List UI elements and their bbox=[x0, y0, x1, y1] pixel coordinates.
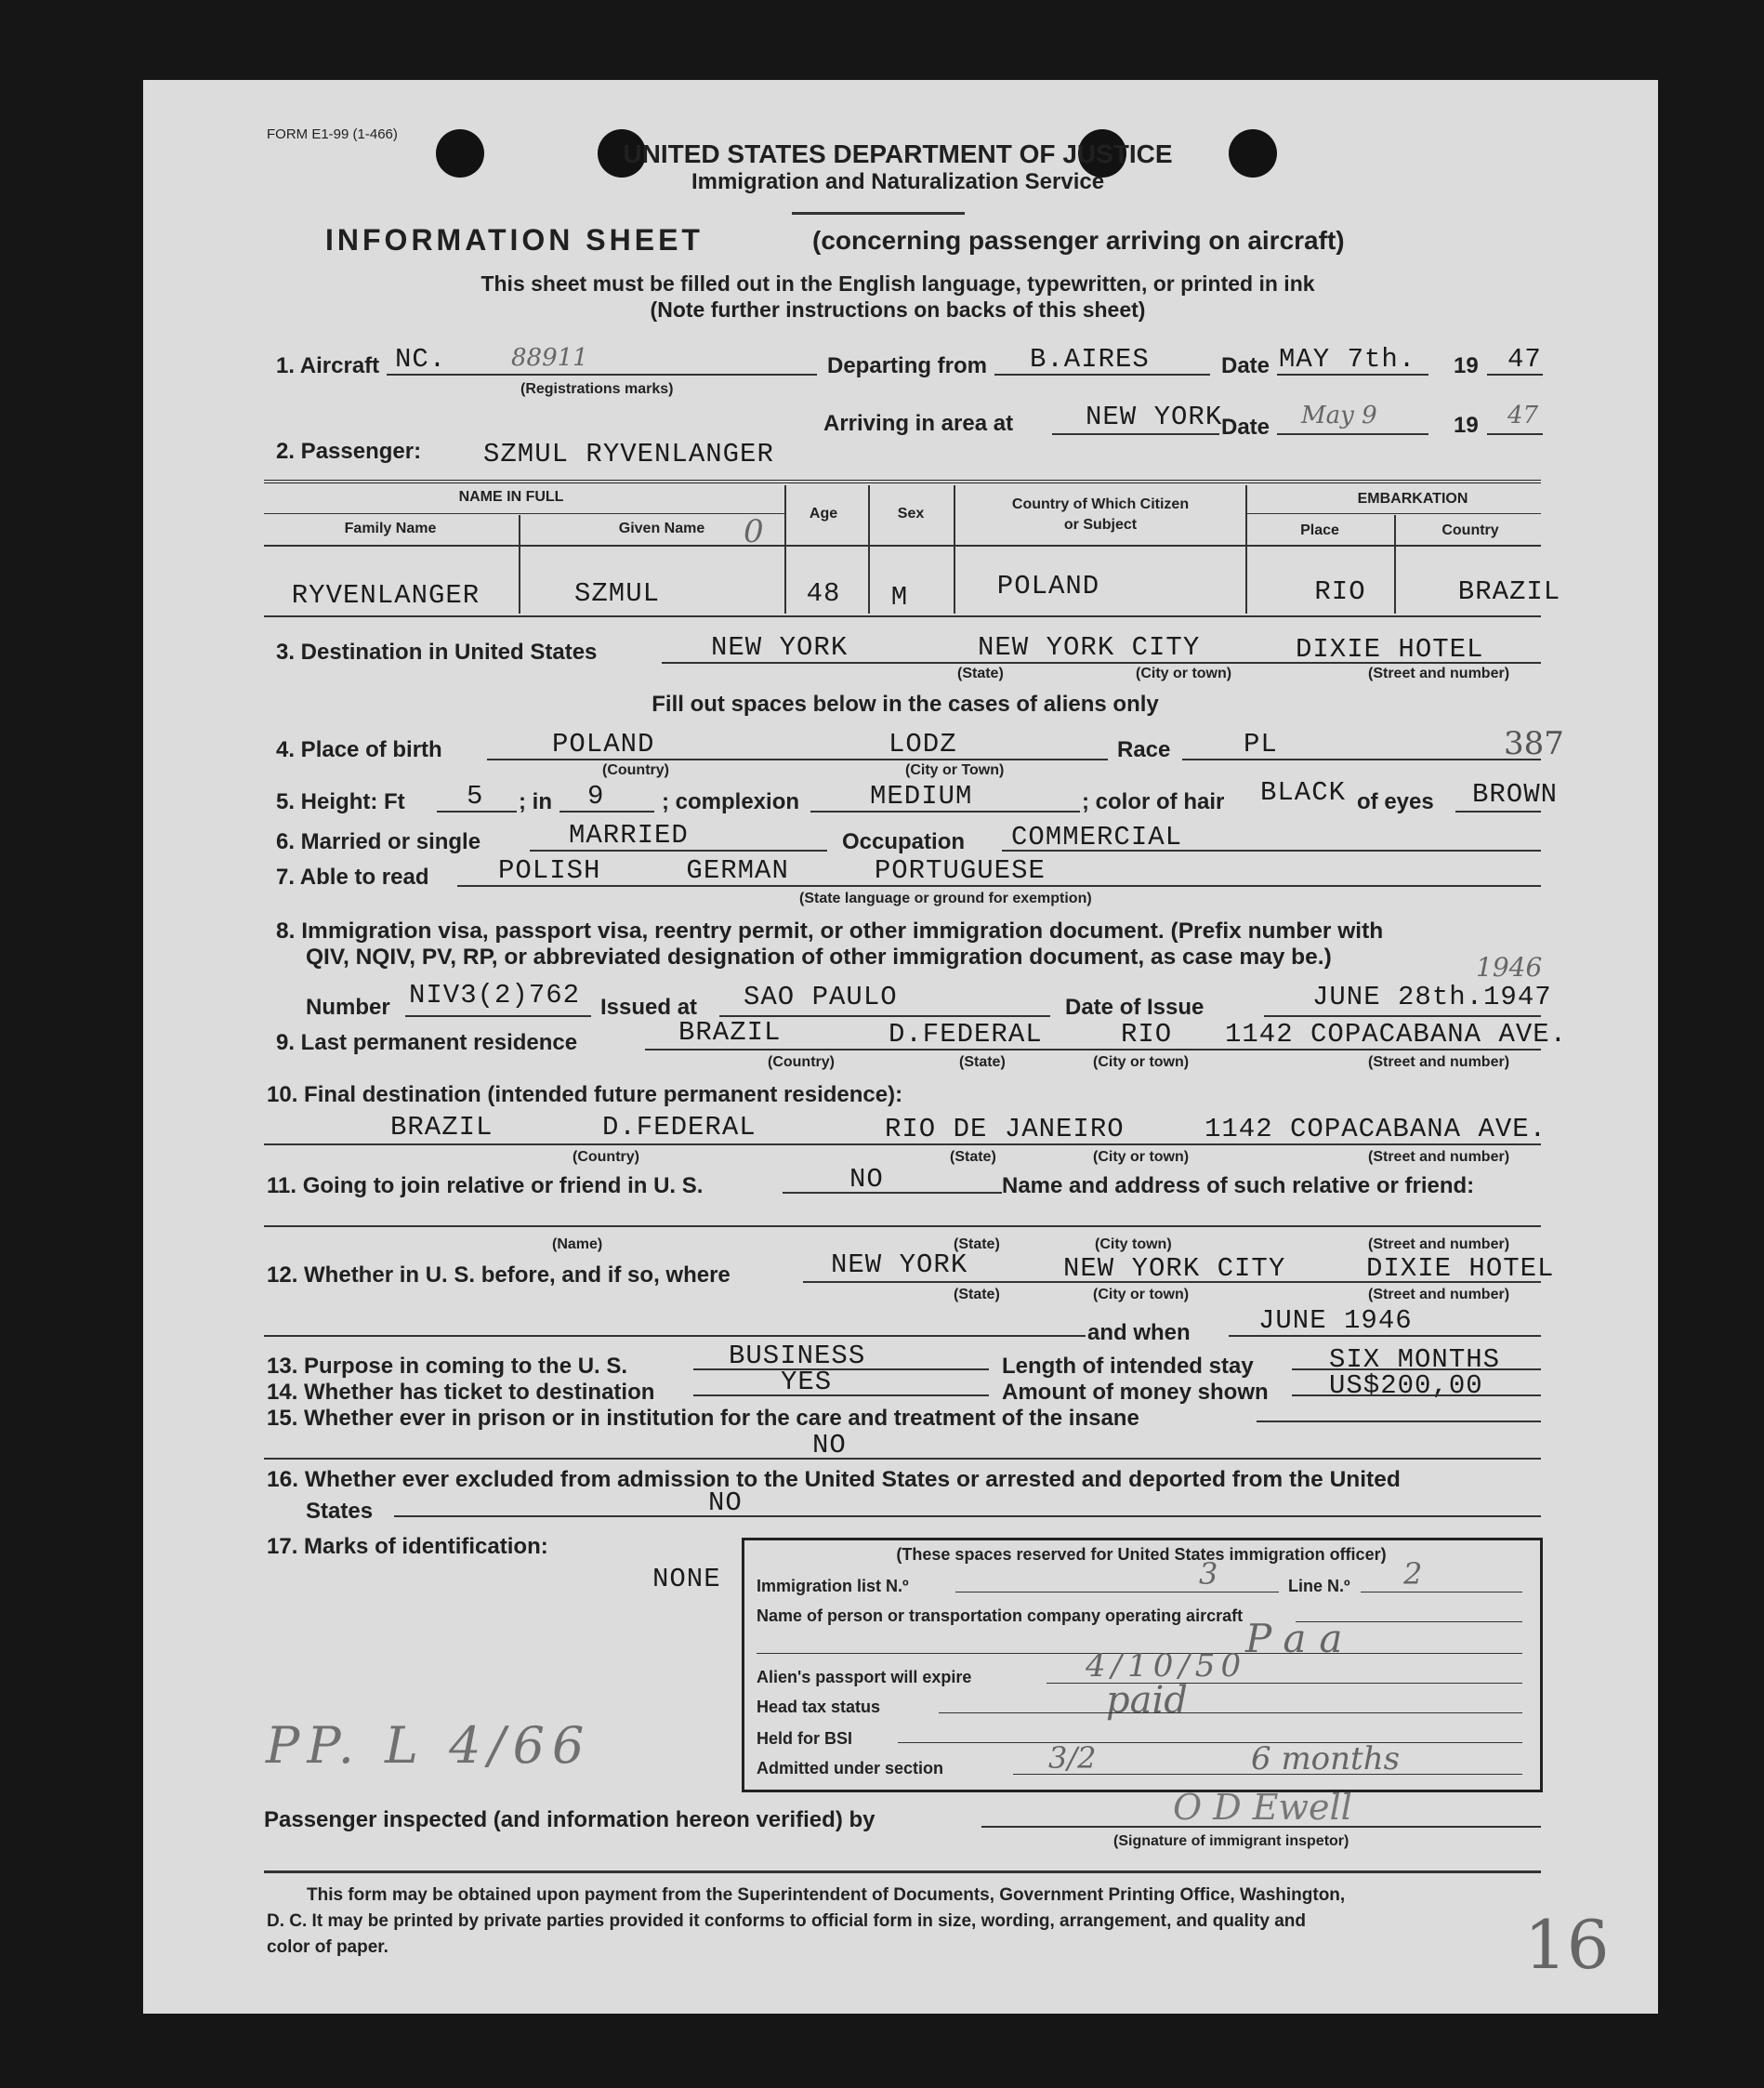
date-of-issue-label: Date of Issue bbox=[1065, 995, 1205, 1020]
name-header-rule bbox=[264, 513, 784, 514]
aliens-only-note: Fill out spaces below in the cases of aliens only bbox=[652, 692, 1159, 717]
passenger-label: 2. Passenger: bbox=[276, 439, 422, 464]
citizen-header-2: or Subject bbox=[1063, 517, 1138, 533]
prev-street-caption: (Street and number) bbox=[1368, 1287, 1510, 1302]
height-in-line bbox=[559, 811, 654, 813]
previous-visit-line bbox=[803, 1281, 1541, 1283]
departing-date-value: MAY 7th. bbox=[1279, 344, 1416, 375]
dest-city-caption: (City or town) bbox=[1136, 666, 1232, 681]
aircraft-registration: 88911 bbox=[511, 344, 588, 372]
arriving-date-label: Date bbox=[1221, 415, 1270, 440]
marital-value: MARRIED bbox=[569, 820, 689, 851]
money-line bbox=[1292, 1394, 1541, 1396]
sheet-subtitle: (concerning passenger arriving on aircraft) bbox=[812, 226, 1345, 255]
languages-line bbox=[457, 885, 1541, 887]
final-city-value: RIO DE JANEIRO bbox=[885, 1114, 1125, 1144]
head-tax-value: paid bbox=[1106, 1679, 1188, 1722]
family-name-header: Family Name bbox=[344, 521, 437, 536]
eyes-value: BROWN bbox=[1472, 779, 1559, 810]
previous-when-line bbox=[1229, 1335, 1541, 1337]
held-bsi-label: Held for BSI bbox=[757, 1729, 853, 1748]
issued-at-label: Issued at bbox=[600, 995, 698, 1020]
ticket-line bbox=[693, 1394, 989, 1396]
passport-expire-label: Alien's passport will expire bbox=[757, 1668, 972, 1686]
last-country-value: BRAZIL bbox=[678, 1017, 782, 1048]
citizen-value: POLAND bbox=[996, 571, 1100, 601]
held-bsi-line bbox=[898, 1742, 1522, 1743]
last-city-value: RIO bbox=[1121, 1019, 1173, 1050]
departing-date-line bbox=[1277, 374, 1428, 376]
embark-header-rule bbox=[1245, 513, 1541, 514]
header-rule bbox=[792, 212, 965, 215]
race-label: Race bbox=[1117, 737, 1171, 762]
col-divider bbox=[1245, 485, 1247, 614]
last-city-caption: (City or town) bbox=[1093, 1054, 1190, 1070]
purpose-value: BUSINESS bbox=[729, 1341, 866, 1371]
admitted-section-value: 3/2 bbox=[1048, 1740, 1097, 1776]
birth-label: 4. Place of birth bbox=[276, 737, 442, 762]
punch-hole bbox=[436, 129, 484, 178]
race-code: 387 bbox=[1504, 725, 1564, 762]
money-label: Amount of money shown bbox=[1002, 1380, 1269, 1405]
last-street-value: 1142 COPACABANA AVE. bbox=[1225, 1019, 1568, 1050]
passenger-name: SZMUL RYVENLANGER bbox=[483, 439, 774, 469]
marital-line bbox=[530, 850, 827, 852]
marital-label: 6. Married or single bbox=[276, 829, 481, 854]
immigration-list-value: 3 bbox=[1199, 1556, 1218, 1592]
departing-line bbox=[994, 374, 1210, 376]
departing-date-label: Date bbox=[1221, 353, 1270, 378]
last-state-value: D.FEDERAL bbox=[889, 1019, 1043, 1050]
sex-value: M bbox=[890, 582, 909, 613]
instruction-line-1: This sheet must be filled out in the English language, typewritten, or printed in ink bbox=[480, 271, 1315, 296]
complexion-line bbox=[810, 811, 1080, 813]
date-of-issue-value: JUNE 28th.1947 bbox=[1312, 982, 1552, 1012]
sheet-title: INFORMATION SHEET bbox=[325, 223, 704, 257]
occupation-line bbox=[1002, 850, 1541, 852]
prison-line-right bbox=[1257, 1421, 1541, 1422]
dest-street-value: DIXIE HOTEL bbox=[1296, 634, 1484, 665]
money-value: US$200,00 bbox=[1329, 1370, 1483, 1401]
admitted-label: Admitted under section bbox=[757, 1759, 944, 1777]
footer-line-3: color of paper. bbox=[267, 1937, 388, 1957]
prev-state-caption: (State) bbox=[954, 1287, 1000, 1302]
languages-value: POLISH GERMAN PORTUGUESE bbox=[498, 855, 1046, 886]
dest-city-value: NEW YORK CITY bbox=[978, 632, 1201, 663]
operating-company-value: Paa bbox=[1245, 1616, 1356, 1661]
eyes-label: of eyes bbox=[1357, 789, 1434, 814]
relative-street-caption: (Street and number) bbox=[1368, 1236, 1510, 1252]
aircraft-nc: NC. bbox=[395, 344, 447, 375]
relative-city-caption: (City town) bbox=[1095, 1236, 1172, 1252]
place-header: Place bbox=[1300, 522, 1339, 538]
ticket-value: YES bbox=[781, 1367, 833, 1397]
visa-number-value: NIV3(2)762 bbox=[409, 980, 581, 1011]
prev-city-caption: (City or town) bbox=[1093, 1287, 1190, 1302]
final-destination-label: 10. Final destination (intended future permanent residence): bbox=[267, 1082, 903, 1107]
departing-year-label: 19 bbox=[1454, 353, 1479, 378]
birth-line bbox=[487, 759, 1108, 760]
departing-year-line bbox=[1487, 374, 1543, 376]
birth-city-value: LODZ bbox=[889, 729, 957, 760]
table-header-rule bbox=[264, 545, 1541, 547]
height-label: 5. Height: Ft bbox=[276, 789, 405, 814]
height-ft-line bbox=[437, 811, 517, 813]
relative-state-caption: (State) bbox=[954, 1236, 1000, 1252]
excluded-line bbox=[394, 1515, 1541, 1517]
age-header: Age bbox=[809, 506, 838, 522]
col-divider bbox=[784, 485, 786, 614]
final-country-value: BRAZIL bbox=[390, 1112, 494, 1143]
country-header: Country bbox=[1441, 522, 1499, 538]
going-to-join-line bbox=[783, 1192, 1002, 1194]
doc-label-1: 8. Immigration visa, passport visa, reentry permit, or other immigration document. (Prefix number with bbox=[276, 918, 1384, 944]
relative-line bbox=[264, 1225, 1541, 1227]
line-no-value: 2 bbox=[1403, 1556, 1423, 1592]
final-street-caption: (Street and number) bbox=[1368, 1149, 1510, 1165]
race-line bbox=[1182, 759, 1541, 760]
ticket-label: 14. Whether has ticket to destination bbox=[267, 1380, 655, 1405]
dest-street-caption: (Street and number) bbox=[1368, 666, 1510, 681]
inspected-by-label: Passenger inspected (and information hereon verified) by bbox=[264, 1807, 875, 1832]
final-country-caption: (Country) bbox=[573, 1149, 639, 1165]
number-line bbox=[405, 1015, 591, 1017]
arriving-line bbox=[1052, 433, 1219, 435]
immigration-list-label: Immigration list N.º bbox=[757, 1577, 909, 1595]
footer-line-2: D. C. It may be printed by private parties provided it conforms to official form in size, wording, arrangement, and quality and bbox=[267, 1911, 1307, 1931]
last-state-caption: (State) bbox=[959, 1054, 1006, 1070]
eyes-line bbox=[1455, 811, 1541, 813]
destination-label: 3. Destination in United States bbox=[276, 640, 598, 665]
previous-visit-label: 12. Whether in U. S. before, and if so, where bbox=[267, 1262, 731, 1288]
embarkation-header: EMBARKATION bbox=[1357, 491, 1468, 507]
table-bottom-rule bbox=[264, 615, 1541, 617]
instruction-line-2: (Note further instructions on backs of this sheet) bbox=[650, 297, 1146, 322]
age-value: 48 bbox=[806, 578, 841, 609]
arriving-area-value: NEW YORK bbox=[1086, 402, 1223, 432]
footer-rule bbox=[264, 1870, 1541, 1873]
aircraft-label: 1. Aircraft bbox=[276, 353, 380, 378]
relative-name-caption: (Name) bbox=[552, 1236, 603, 1252]
prev-city-value: NEW YORK CITY bbox=[1063, 1253, 1286, 1284]
given-name-header: Given Name bbox=[618, 521, 705, 536]
line-no-label: Line N.º bbox=[1288, 1577, 1350, 1595]
arriving-year-value: 47 bbox=[1507, 402, 1539, 429]
purpose-line bbox=[693, 1368, 989, 1370]
stay-length-value: SIX MONTHS bbox=[1329, 1344, 1501, 1375]
prison-value: NO bbox=[812, 1430, 847, 1460]
table-top-rule bbox=[264, 480, 1541, 483]
form-number: FORM E1-99 (1-466) bbox=[267, 126, 398, 142]
final-state-value: D.FEDERAL bbox=[602, 1112, 757, 1143]
height-ft-value: 5 bbox=[467, 781, 484, 812]
admitted-duration-value: 6 months bbox=[1251, 1740, 1401, 1777]
language-caption: (State language or ground for exemption) bbox=[799, 891, 1092, 906]
height-in-value: 9 bbox=[587, 781, 605, 812]
read-label: 7. Able to read bbox=[276, 865, 429, 890]
embark-country-value: BRAZIL bbox=[1457, 576, 1561, 607]
hair-label: ; color of hair bbox=[1082, 789, 1225, 814]
race-value: PL bbox=[1244, 729, 1278, 760]
department-title: UNITED STATES DEPARTMENT OF JUSTICE bbox=[623, 139, 1173, 168]
issue-year-correction: 1946 bbox=[1476, 952, 1543, 983]
embark-place-value: RIO bbox=[1314, 576, 1366, 607]
last-street-caption: (Street and number) bbox=[1368, 1054, 1510, 1070]
final-city-caption: (City or town) bbox=[1093, 1149, 1190, 1165]
dest-state-caption: (State) bbox=[957, 666, 1004, 681]
signature-line bbox=[981, 1826, 1541, 1828]
name-in-full-header: NAME IN FULL bbox=[458, 489, 564, 505]
height-in-label: ; in bbox=[519, 789, 552, 814]
date-of-issue-line bbox=[1264, 1015, 1541, 1017]
passport-expire-value: 4/10/50 bbox=[1086, 1647, 1247, 1685]
arriving-year-label: 19 bbox=[1454, 413, 1479, 438]
operating-company-label: Name of person or transportation company operating aircraft bbox=[757, 1606, 1244, 1625]
birth-city-caption: (City or Town) bbox=[905, 762, 1005, 778]
prev-state-value: NEW YORK bbox=[831, 1249, 968, 1280]
departing-label: Departing from bbox=[827, 353, 988, 378]
col-divider bbox=[868, 485, 870, 614]
complexion-value: MEDIUM bbox=[870, 781, 973, 812]
occupation-label: Occupation bbox=[842, 829, 966, 854]
col-divider bbox=[954, 485, 955, 614]
stay-length-label: Length of intended stay bbox=[1002, 1354, 1254, 1379]
arriving-date-line bbox=[1277, 433, 1428, 435]
family-name-value: RYVENLANGER bbox=[291, 580, 480, 611]
head-tax-line bbox=[939, 1712, 1522, 1713]
departing-year-value: 47 bbox=[1507, 344, 1542, 375]
signature-caption: (Signature of immigrant inspetor) bbox=[1113, 1833, 1349, 1849]
birth-country-caption: (Country) bbox=[602, 762, 669, 778]
punch-hole bbox=[1229, 129, 1277, 178]
registration-caption: (Registrations marks) bbox=[520, 381, 674, 397]
last-country-caption: (Country) bbox=[768, 1054, 835, 1070]
col-divider bbox=[1394, 515, 1396, 614]
arriving-date-value: May 9 bbox=[1301, 402, 1377, 429]
sex-header: Sex bbox=[897, 506, 925, 522]
margin-note: PP. L 4/66 bbox=[266, 1716, 592, 1775]
citizen-header-1: Country of Which Citizen bbox=[1011, 496, 1190, 512]
purpose-label: 13. Purpose in coming to the U. S. bbox=[267, 1354, 628, 1379]
page-number: 16 bbox=[1524, 1906, 1610, 1984]
footer-line-1: This form may be obtained upon payment from the Superintendent of Documents, Government Printing Office, Washington, bbox=[307, 1885, 1346, 1905]
arriving-year-line bbox=[1487, 433, 1543, 435]
dest-state-value: NEW YORK bbox=[711, 632, 849, 663]
aircraft-line bbox=[387, 374, 817, 376]
prev-street-value: DIXIE HOTEL bbox=[1366, 1253, 1555, 1284]
prison-line bbox=[264, 1458, 1541, 1460]
doc-label-2: QIV, NQIV, PV, RP, or abbreviated designation of other immigration document, as case may be.) bbox=[306, 945, 1332, 970]
number-label: Number bbox=[306, 995, 390, 1020]
complexion-label: ; complexion bbox=[662, 789, 800, 814]
last-residence-label: 9. Last permanent residence bbox=[276, 1030, 578, 1055]
admitted-line bbox=[1013, 1774, 1522, 1775]
excluded-label-1: 16. Whether ever excluded from admission to the United States or arrested and deported from the United bbox=[267, 1467, 1401, 1492]
marks-label: 17. Marks of identification: bbox=[267, 1534, 548, 1559]
final-state-caption: (State) bbox=[950, 1149, 996, 1165]
previous-when-line-left bbox=[264, 1335, 1086, 1337]
birth-country-value: POLAND bbox=[552, 729, 655, 760]
and-when-label: and when bbox=[1087, 1320, 1191, 1345]
officer-box-title: (These spaces reserved for United States immigration officer) bbox=[896, 1545, 1387, 1564]
col-divider bbox=[519, 515, 520, 614]
prev-when-value: JUNE 1946 bbox=[1258, 1305, 1413, 1336]
final-destination-line bbox=[264, 1143, 1541, 1145]
excluded-label-2: States bbox=[306, 1499, 374, 1524]
service-title: Immigration and Naturalization Service bbox=[691, 169, 1105, 194]
issued-at-value: SAO PAULO bbox=[744, 982, 898, 1012]
going-to-join-label: 11. Going to join relative or friend in U. S. bbox=[267, 1173, 704, 1198]
inspector-signature: O D Ewell bbox=[1173, 1787, 1352, 1828]
hair-value: BLACK bbox=[1260, 777, 1347, 808]
arriving-label: Arriving in area at bbox=[823, 411, 1014, 436]
excluded-value: NO bbox=[708, 1487, 743, 1518]
name-address-label: Name and address of such relative or friend: bbox=[1002, 1173, 1475, 1198]
occupation-value: COMMERCIAL bbox=[1011, 822, 1183, 852]
given-name-mark: 0 bbox=[744, 513, 764, 550]
going-to-join-value: NO bbox=[849, 1164, 884, 1195]
final-street-value: 1142 COPACABANA AVE. bbox=[1205, 1114, 1547, 1144]
given-name-value: SZMUL bbox=[573, 578, 661, 609]
departing-from-value: B.AIRES bbox=[1030, 344, 1150, 375]
marks-value: NONE bbox=[652, 1564, 721, 1594]
head-tax-label: Head tax status bbox=[757, 1698, 881, 1716]
destination-line bbox=[662, 662, 1541, 664]
prison-label: 15. Whether ever in prison or in institution for the care and treatment of the insane bbox=[267, 1406, 1139, 1431]
last-residence-line bbox=[645, 1049, 1541, 1051]
